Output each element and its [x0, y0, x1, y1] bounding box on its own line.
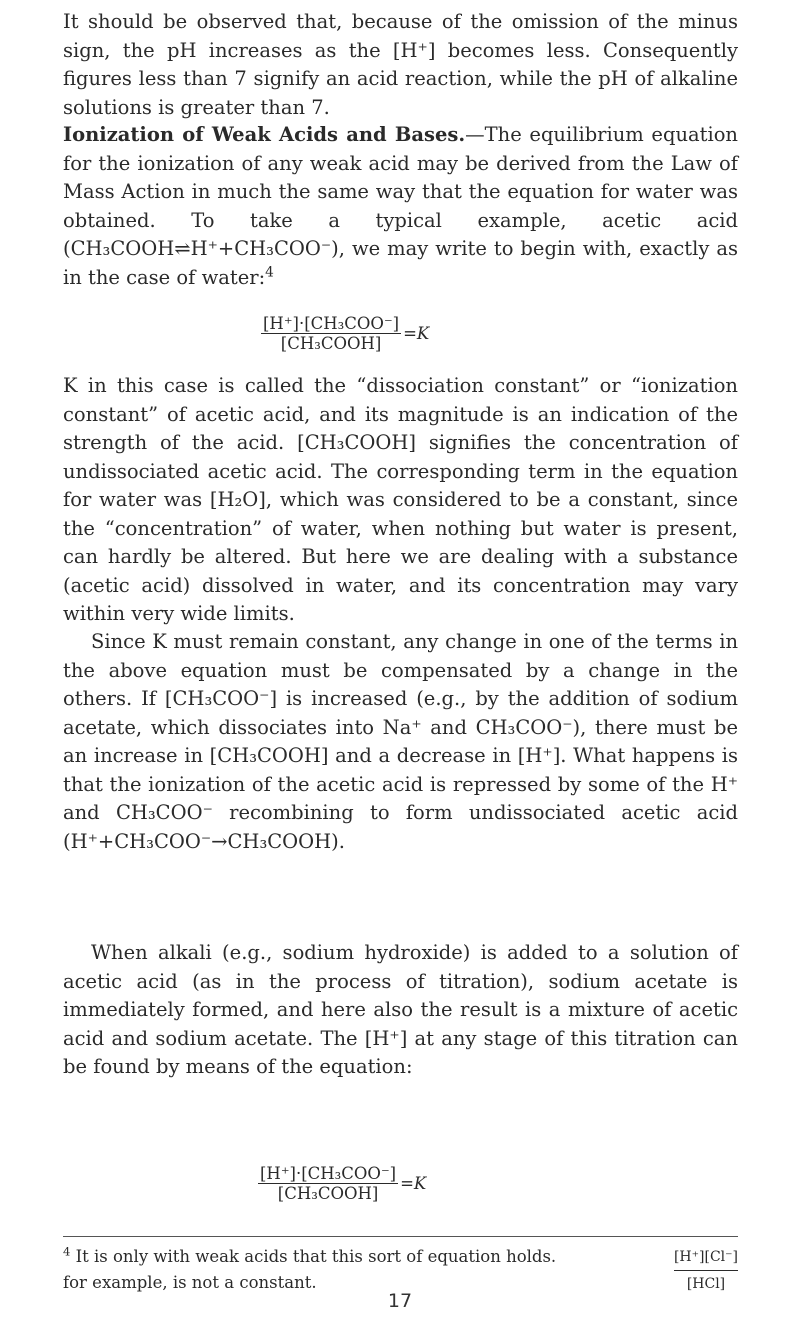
footnote-text-1: It is only with weak acids that this sort of equation holds. [75, 1247, 557, 1266]
equation-denominator: [CH₃COOH] [258, 1183, 398, 1203]
paragraph-ionization-body: —The equilibrium equation for the ionization of any weak acid may be derived from the Law of Mass Action in much the same way that the equation for water was obtained. To take a typical example, acetic acid (CH₃COOH⇌H⁺+CH₃COO⁻), we may write to begin with, exactly as in the case of water: [63, 123, 738, 289]
equation-numerator: [H⁺]·[CH₃COO⁻] [260, 1164, 397, 1183]
paragraph-ionization-intro [63, 121, 738, 292]
paragraph-alkali-titration: When alkali (e.g., sodium hydroxide) is added to a solution of acetic acid (as in the process of titration), sodium acetate is immediately formed, and here also the result is a mixture of acetic acid and sodium acetate. The [H⁺] at any stage of this titration can be found by means of the equation: [63, 941, 738, 1078]
equation-fraction [258, 1164, 398, 1203]
equation-dissociation-constant [261, 314, 429, 353]
footnote-fraction-numerator: [H⁺][Cl⁻] [673, 1249, 738, 1265]
footnote-line-1 [63, 1244, 738, 1270]
footnote-fraction-denominator: [HCl] [674, 1270, 738, 1297]
footnote-reference[interactable]: 4 [265, 264, 274, 280]
equation-rhs: =K [400, 1174, 427, 1193]
paragraph-ph-note: It should be observed that, because of the omission of the minus sign, the pH increases as the [H⁺] becomes less. Consequently figures less than 7 signify an acid reaction, while the pH of alkaline solutions is greater than 7. [63, 10, 738, 119]
equation-fraction [261, 314, 401, 353]
equation-rhs: =K [403, 324, 430, 343]
paragraph-k-constant: Since K must remain constant, any change in one of the terms in the above equation must be compensated by a change in the others. If [CH₃COO⁻] is increased (e.g., by the addition of sodium acetate, which dissociates into Na⁺ and CH₃COO⁻), there must be an increase in [CH₃COOH] and a decrease in [H⁺]. What happens is that the ionization of the acetic acid is repressed by some of the H⁺ and CH₃COO⁻ recombining to form undissociated acetic acid (H⁺+CH₃COO⁻→CH₃COOH). [63, 630, 738, 853]
section-heading: Ionization of Weak Acids and Bases. [63, 123, 466, 146]
footnote-marker: 4 [63, 1244, 71, 1259]
footnote-text-2: for example, is not a constant. [63, 1273, 317, 1292]
footnote-divider [63, 1236, 738, 1237]
equation-numerator: [H⁺]·[CH₃COO⁻] [263, 314, 400, 333]
equation-denominator: [CH₃COOH] [261, 333, 401, 353]
equation-titration [258, 1164, 426, 1203]
paragraph-dissociation-constant: K in this case is called the “dissociation constant” or “ionization constant” of acetic acid, and its magnitude is an indication of the strength of the acid. [CH₃COOH] signifies the concentration of undissociated acetic acid. The corresponding term in the equation for water was [H₂O], which was considered to be a constant, since the “concentration” of water, when nothing but water is present, can hardly be altered. But here we are dealing with a substance (acetic acid) dissolved in water, and its concentration may vary within very wide limits. [63, 374, 738, 625]
footnote [63, 1244, 738, 1296]
page-number: 17 [387, 1290, 413, 1312]
